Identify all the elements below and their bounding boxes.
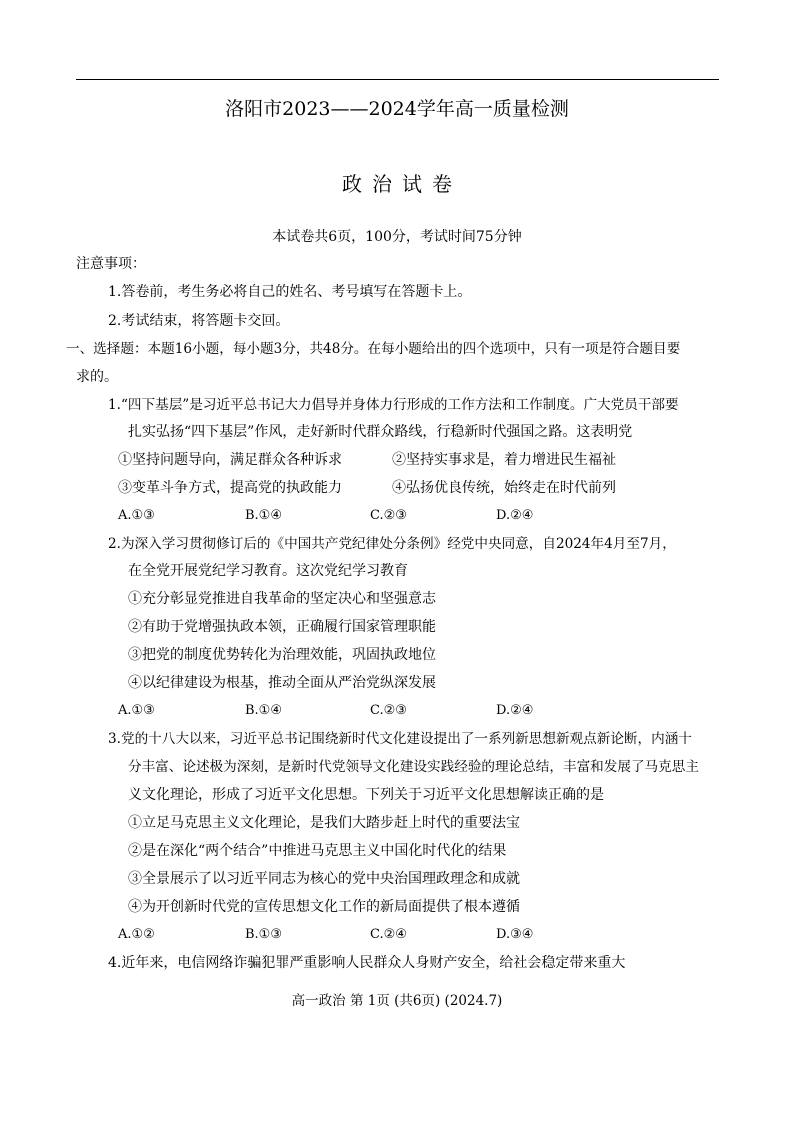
section-heading-cont: 求的。: [76, 369, 118, 385]
exam-info: 本试卷共6页，100分，考试时间75分钟: [272, 229, 522, 245]
question-1-stem-line-1: 1.“四下基层”是习近平总书记大力倡导并身体力行形成的工作方法和工作制度。广大党员干部要: [108, 397, 679, 413]
question-2-option-a[interactable]: A.①③: [118, 703, 155, 718]
exam-main-title: 洛阳市2023——2024学年高一质量检测: [225, 98, 569, 120]
question-1-statement-2: ②坚持实事求是，着力增进民生福祉: [392, 452, 616, 468]
question-3-statement-4: ④为开创新时代党的宣传思想文化工作的新局面提供了根本遵循: [128, 899, 520, 915]
question-2-option-b[interactable]: B.①④: [245, 703, 282, 718]
question-2-statement-2: ②有助于党增强执政本领，正确履行国家管理职能: [128, 619, 436, 635]
question-1-statement-3: ③变革斗争方式，提高党的执政能力: [118, 480, 342, 496]
notice-item-1: 1.答卷前，考生务必将自己的姓名、考号填写在答题卡上。: [108, 284, 472, 300]
question-1-stem-line-2: 扎实弘扬“四下基层”作风，走好新时代群众路线，行稳新时代强国之路。这表明党: [128, 424, 633, 440]
notice-heading: 注意事项：: [76, 256, 146, 272]
question-3-option-c[interactable]: C.②④: [370, 927, 407, 942]
question-1-option-c[interactable]: C.②③: [370, 508, 407, 523]
question-2-option-d[interactable]: D.②④: [496, 703, 534, 718]
question-3-stem-line-1: 3.党的十八大以来，习近平总书记围绕新时代文化建设提出了一系列新思想新观点新论断，内涵十: [108, 731, 692, 747]
question-4-stem-line-1: 4.近年来，电信网络诈骗犯罪严重影响人民群众人身财产安全，给社会稳定带来重大: [108, 955, 626, 971]
question-2-option-c[interactable]: C.②③: [370, 703, 407, 718]
section-heading: 一、选择题：本题16小题，每小题3分，共48分。在每小题给出的四个选项中，只有一项是符合题目要: [66, 341, 681, 357]
question-1-option-d[interactable]: D.②④: [496, 508, 534, 523]
question-2-statement-4: ④以纪律建设为根基，推动全面从严治党纵深发展: [128, 675, 436, 691]
question-1-option-a[interactable]: A.①③: [118, 508, 155, 523]
question-2-stem-line-1: 2.为深入学习贯彻修订后的《中国共产党纪律处分条例》经党中央同意，自2024年4月至7月，: [108, 536, 676, 552]
question-3-option-a[interactable]: A.①②: [118, 927, 155, 942]
question-2-statement-1: ①充分彰显党推进自我革命的坚定决心和坚强意志: [128, 591, 436, 607]
question-1-option-b[interactable]: B.①④: [245, 508, 282, 523]
question-1-statement-1: ①坚持问题导向，满足群众各种诉求: [118, 452, 342, 468]
top-rule: [76, 79, 719, 80]
question-2-statement-3: ③把党的制度优势转化为治理效能，巩固执政地位: [128, 647, 436, 663]
question-1-statement-4: ④弘扬优良传统，始终走在时代前列: [392, 480, 616, 496]
question-3-statement-2: ②是在深化“两个结合”中推进马克思主义中国化时代化的结果: [128, 843, 507, 859]
page-footer: 高一政治 第 1页 (共6页) (2024.7): [291, 993, 503, 1009]
question-3-statement-3: ③全景展示了以习近平同志为核心的党中央治国理政理念和成就: [128, 871, 520, 887]
notice-item-2: 2.考试结束，将答题卡交回。: [108, 313, 290, 329]
question-3-stem-line-3: 义文化理论，形成了习近平文化思想。下列关于习近平文化思想解读正确的是: [128, 787, 604, 803]
exam-subject-title: 政治试卷: [342, 172, 462, 196]
question-3-option-b[interactable]: B.①③: [245, 927, 282, 942]
question-3-statement-1: ①立足马克思主义文化理论，是我们大踏步赶上时代的重要法宝: [128, 815, 520, 831]
question-3-stem-line-2: 分丰富、论述极为深刻，是新时代党领导文化建设实践经验的理论总结，丰富和发展了马克思主: [128, 759, 699, 775]
question-3-option-d[interactable]: D.③④: [496, 927, 534, 942]
question-2-stem-line-2: 在全党开展党纪学习教育。这次党纪学习教育: [128, 563, 408, 579]
